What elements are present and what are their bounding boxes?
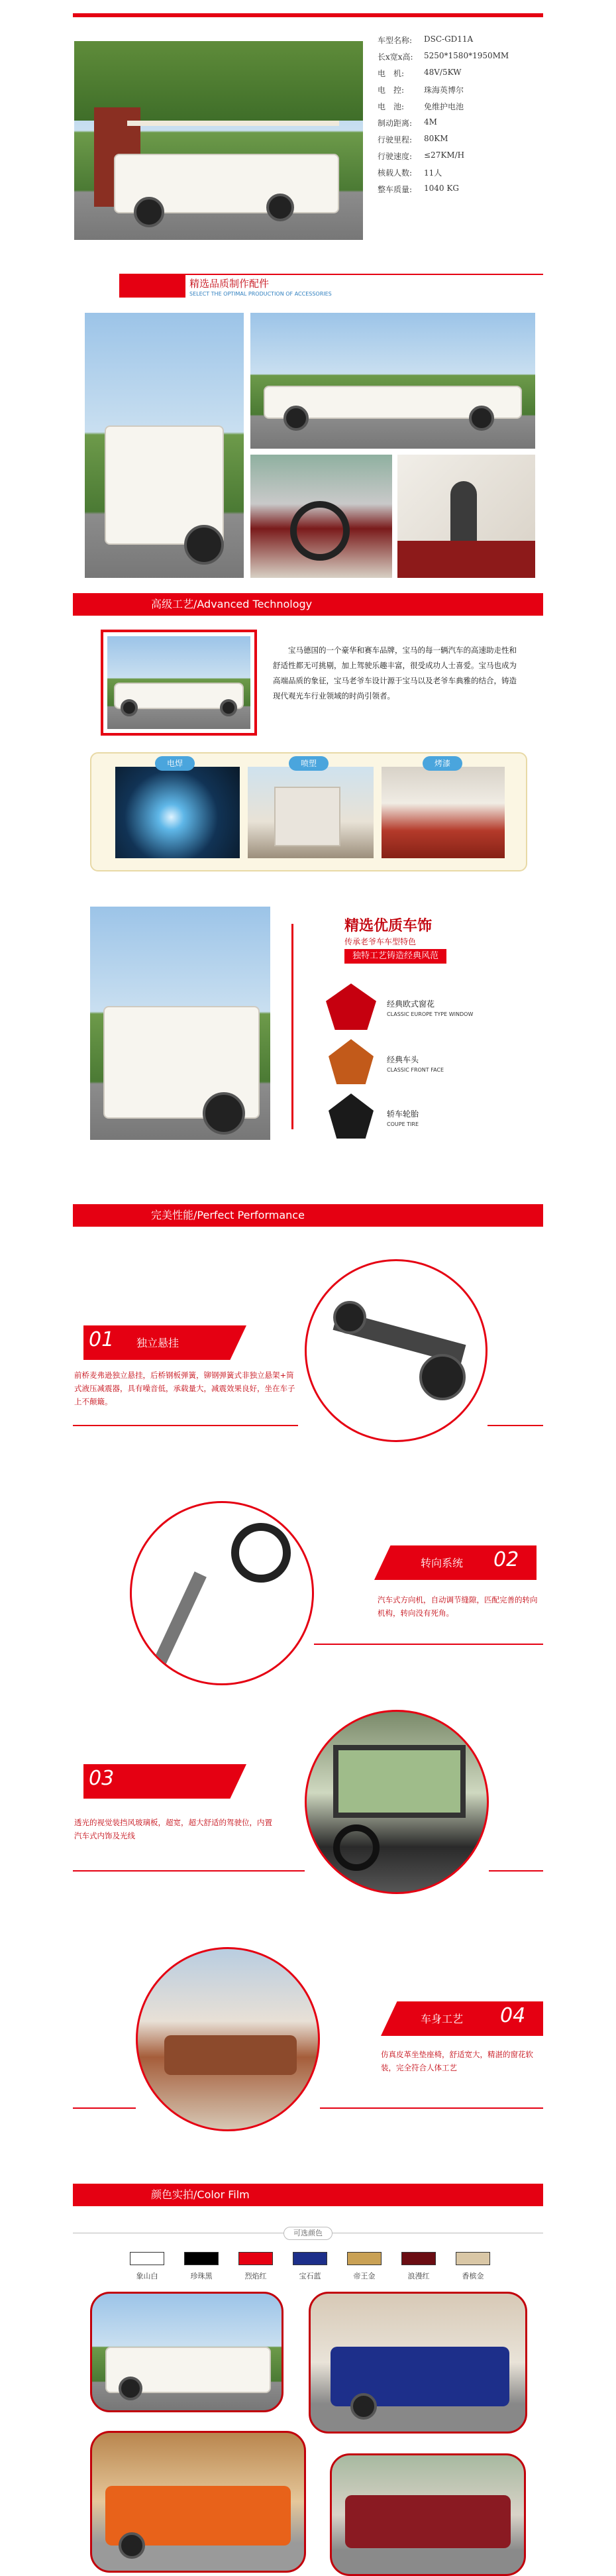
accessories-header (73, 268, 543, 302)
swatch-chip (238, 2252, 273, 2265)
swatch-chip (401, 2252, 436, 2265)
decor-tag: 独特工艺铸造经典风范 (344, 949, 446, 964)
feature-04-header (381, 2001, 543, 2036)
tire-icon (329, 1093, 374, 1139)
accessories-subtitle: SELECT THE OPTIMAL PRODUCTION OF ACCESSORIES (189, 291, 332, 297)
decor-cart-photo (90, 907, 270, 1140)
process-label-spraying: 喷塑 (289, 756, 329, 771)
spec-table (378, 34, 550, 200)
color-photo-orange (90, 2431, 306, 2573)
spec-value: DSC-GD11A (424, 34, 474, 44)
feature-02-text: 汽车式方向机，自动调节缝隙，匹配完善的转向机构，转向没有死角。 (378, 1595, 538, 1618)
optional-colors-text: 可选颜色 (283, 2227, 333, 2240)
process-panel (90, 752, 527, 871)
accessory-photo-dashboard (250, 455, 392, 578)
feature-01-header (73, 1325, 246, 1360)
steering-photo (130, 1501, 314, 1685)
performance-bar-title: 完美性能/Perfect Performance (151, 1209, 305, 1221)
swatch-name: 象山白 (136, 2272, 158, 2280)
spec-key: 整车质量: (378, 185, 413, 194)
feature-01-line (73, 1425, 298, 1426)
process-label-welding: 电焊 (155, 756, 195, 771)
feature-03-text: 透光的视觉装挡风玻璃板，超宽，超大舒适的驾驶位，内置汽车式内饰及光线 (74, 1818, 272, 1840)
suspension-photo (305, 1259, 488, 1442)
color-swatch[interactable] (401, 2252, 436, 2281)
feature-number: 04 (500, 2004, 526, 2027)
spec-value: 珠海英博尔 (424, 85, 464, 95)
spec-value: ≤27KM/H (424, 150, 465, 160)
feature-02-header (374, 1545, 543, 1580)
swatch-name: 香槟金 (462, 2272, 484, 2280)
feature-03-header (73, 1764, 246, 1799)
swatch-chip (456, 2252, 490, 2265)
spec-key: 电 池: (378, 102, 405, 111)
decor-item-cn: 经典车头 (387, 1055, 419, 1064)
advanced-photo (101, 630, 257, 736)
swatch-row (130, 2252, 501, 2285)
feature-01-right-line (488, 1425, 543, 1426)
color-photo-blue (309, 2292, 527, 2434)
spec-key: 电 控: (378, 85, 405, 95)
color-swatch[interactable] (238, 2252, 273, 2281)
swatch-name: 浪漫红 (407, 2272, 430, 2280)
swatch-name: 烈焰红 (244, 2272, 267, 2280)
feature-01-text: 前桥麦弗逊独立悬挂，后桥钢板弹簧，铆钢弹簧式非独立悬架+筒式液压减震器，具有噪音低，承载量大，减震效果良好，坐在车子上不颠簸。 (74, 1371, 295, 1406)
front-face-icon (329, 1039, 374, 1084)
decor-item-cn: 经典欧式窗花 (387, 999, 435, 1009)
accessory-photo-side (250, 313, 535, 449)
feature-title: 转向系统 (421, 1557, 464, 1569)
decor-item-window (326, 983, 525, 1030)
feature-02-line (314, 1644, 543, 1645)
swatch-chip (130, 2252, 164, 2265)
feature-number: 02 (493, 1548, 519, 1571)
color-swatch[interactable] (456, 2252, 490, 2281)
feature-number: 01 (89, 1328, 115, 1351)
decor-item-en: CLASSIC FRONT FACE (387, 1067, 444, 1073)
color-swatch[interactable] (130, 2252, 164, 2281)
advanced-section-bar (73, 593, 543, 616)
accessory-photo-gearstick (397, 455, 535, 578)
swatch-chip (347, 2252, 382, 2265)
color-photo-white (90, 2292, 283, 2412)
feature-04-line (73, 2107, 136, 2109)
feature-04-right-line (320, 2107, 543, 2109)
accessory-photo-front (85, 313, 244, 578)
performance-section-bar (73, 1204, 543, 1227)
spec-key: 行驶里程: (378, 135, 413, 144)
decor-item-cn: 轿车轮胎 (387, 1109, 419, 1119)
spec-value: 48V/5KW (424, 68, 462, 77)
decor-title: 精选优质车饰 (344, 918, 433, 934)
swatch-name: 宝石蓝 (299, 2272, 321, 2280)
spec-key: 长x宽x高: (378, 52, 413, 62)
decor-item-en: COUPE TIRE (387, 1121, 419, 1127)
process-photo-spraying (248, 767, 374, 858)
swatch-chip (293, 2252, 327, 2265)
spec-key: 行驶速度: (378, 152, 413, 161)
spec-value: 4M (424, 117, 437, 127)
decor-item-front (326, 1039, 525, 1086)
swatch-chip (184, 2252, 219, 2265)
color-photo-maroon (330, 2453, 526, 2576)
optional-colors-label (73, 2227, 543, 2240)
spec-value: 免维护电池 (424, 102, 464, 111)
color-swatch[interactable] (184, 2252, 219, 2281)
swatch-name: 帝王金 (353, 2272, 376, 2280)
feature-number: 03 (89, 1767, 115, 1790)
spec-key: 制动距离: (378, 119, 413, 128)
windshield-photo (305, 1710, 489, 1894)
top-bar (73, 13, 543, 17)
seats-photo (136, 1947, 320, 2131)
color-bar-title: 颜色实拍/Color Film (151, 2188, 250, 2201)
accessories-title: 精选品质制作配件 (189, 278, 270, 290)
spec-value: 1040 KG (424, 184, 459, 193)
feature-03-right-line (489, 1870, 543, 1872)
color-swatch[interactable] (293, 2252, 327, 2281)
spec-value: 11人 (424, 168, 442, 178)
process-label-baking: 烤漆 (423, 756, 462, 771)
feature-title: 独立悬挂 (136, 1337, 180, 1349)
decor-subtitle: 传承老爷车车型特色 (344, 937, 417, 946)
process-photo-welding (115, 767, 240, 858)
advanced-description: 宝马德国的一个豪华和赛车品牌，宝马的每一辆汽车的高速助走性和舒适性都无可挑剔，加上驾驶乐趣丰富，很受成功人士喜爱。宝马也成为高端品质的象征，宝马老爷车设计源于宝马以及老爷车典雅的结合，铸造现代观光车行业领域的时尚引领者。 (273, 645, 517, 700)
window-icon (326, 983, 376, 1030)
decor-accent-line (291, 924, 293, 1129)
feature-04-text: 仿真皮革坐垫座椅，舒适宽大，精湛的窗花软装，完全符合人体工艺 (381, 2050, 533, 2072)
spec-key: 电 机: (378, 69, 405, 78)
decor-item-en: CLASSIC EUROPE TYPE WINDOW (387, 1011, 474, 1017)
feature-title: 车身工艺 (421, 2013, 464, 2025)
process-photo-baking (382, 767, 505, 858)
spec-value: 80KM (424, 134, 448, 143)
spec-key: 核载人数: (378, 168, 413, 178)
decor-item-tire (326, 1093, 525, 1140)
feature-03-line (73, 1870, 305, 1872)
hero-cart-photo (74, 41, 363, 240)
swatch-name: 珍珠黑 (190, 2272, 213, 2280)
color-section-bar (73, 2184, 543, 2206)
spec-key: 车型名称: (378, 36, 413, 45)
advanced-bar-title: 高级工艺/Advanced Technology (151, 598, 313, 610)
spec-value: 5250*1580*1950MM (424, 51, 509, 60)
color-swatch[interactable] (347, 2252, 382, 2281)
